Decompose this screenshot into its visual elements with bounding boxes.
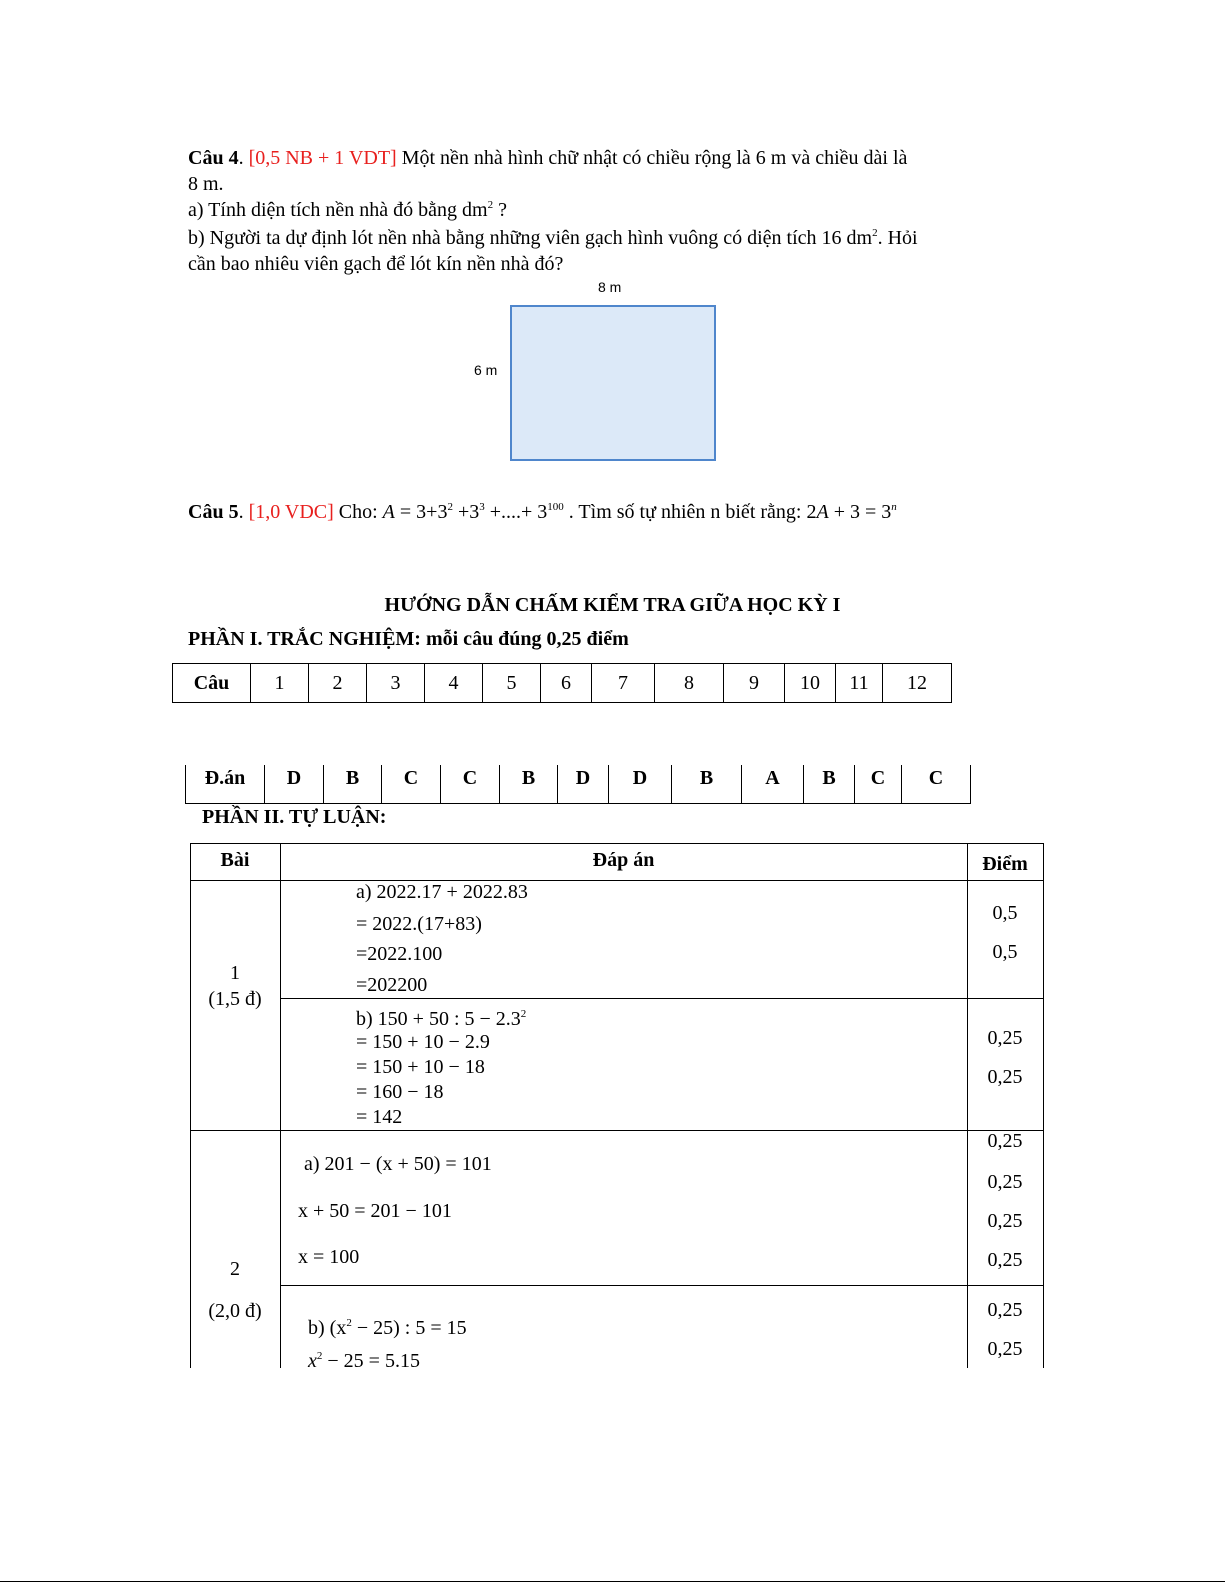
b2a-score: 0,25 <box>987 1130 1023 1152</box>
key-answer: C <box>855 765 902 804</box>
key-num: 9 <box>724 664 785 703</box>
grid-line <box>190 843 1044 844</box>
page-bottom-rule <box>0 1581 1225 1582</box>
grid-line <box>190 843 191 1368</box>
q5-formula-dots: +....+ 3 <box>484 501 548 523</box>
b2a-score: 0,25 <box>987 1171 1023 1193</box>
b2a-score: 0,25 <box>987 1210 1023 1232</box>
key-answer: C <box>902 765 971 804</box>
key-num: 8 <box>655 664 724 703</box>
key-num: 2 <box>309 664 367 703</box>
q4-part-a-end: ? <box>493 199 507 221</box>
key-header-cau: Câu <box>173 664 251 703</box>
q5-exp-3: 3 <box>479 501 485 513</box>
q4-text-2: 8 m. <box>188 173 224 195</box>
q5-label: Câu 5 <box>188 501 239 523</box>
col-header-bai: Bài <box>220 849 250 871</box>
key-header-dapan: Đ.án <box>186 765 265 804</box>
b2b-line-1-sup: 2 <box>346 1317 352 1329</box>
b1b-first-sup: 2 <box>520 1008 527 1020</box>
key-answer: C <box>382 765 441 804</box>
b2a-line: x + 50 = 201 − 101 <box>298 1200 452 1222</box>
b1b-line: = 150 + 10 − 18 <box>356 1056 485 1078</box>
b2b-score: 0,25 <box>987 1338 1023 1360</box>
q5-exp-2: 2 <box>447 501 453 513</box>
key-num: 1 <box>251 664 309 703</box>
b2b-line <box>308 1349 420 1368</box>
key-num: 6 <box>541 664 592 703</box>
part1-heading: PHẦN I. TRẮC NGHIỆM: mỗi câu đúng 0,25 điểm <box>188 628 629 650</box>
col-header-dapan: Đáp án <box>592 849 655 871</box>
b1a-line: =202200 <box>356 974 428 996</box>
q4-tag: [0,5 NB + 1 VDT] <box>248 147 397 169</box>
q4-part-b-2: cần bao nhiêu viên gạch để lót kín nền nhà đó? <box>188 253 564 275</box>
b2b-line-2-text: x <box>308 1350 317 1368</box>
q4-part-a <box>188 198 507 222</box>
b1a-line: = 2022.(17+83) <box>356 913 482 935</box>
bai-1-number: 1 <box>230 962 240 984</box>
q5-eq-exp: n <box>891 501 897 513</box>
key-table-answers <box>185 765 971 804</box>
b1a-line: =2022.100 <box>356 943 443 965</box>
key-table-questions <box>172 663 952 703</box>
key-num: 10 <box>785 664 836 703</box>
key-row-questions <box>173 664 952 703</box>
bai-2-points: (2,0 đ) <box>208 1300 262 1322</box>
key-answer: D <box>609 765 672 804</box>
q4-part-b-text: b) Người ta dự định lót nền nhà bằng những viên gạch hình vuông có diện tích 16 dm <box>188 227 873 249</box>
b1b-line: = 160 − 18 <box>356 1081 444 1103</box>
q5-tag: [1,0 VDC] <box>248 501 334 523</box>
grading-table <box>190 843 1044 1368</box>
key-answer: B <box>804 765 855 804</box>
q4-part-a-text: a) Tính diện tích nền nhà đó bằng dm <box>188 199 488 221</box>
figure-height-label: 6 m <box>474 362 498 378</box>
b1a-score: 0,5 <box>992 941 1018 963</box>
b2a-score: 0,25 <box>987 1249 1023 1271</box>
key-num: 4 <box>425 664 483 703</box>
key-num: 5 <box>483 664 541 703</box>
q5-formula: $A = 3+3^2 +3^3$ +....+ $3^{100}$ <box>382 501 564 523</box>
key-answer: D <box>558 765 609 804</box>
b2a-line: a) 201 − (x + 50) = 101 <box>304 1153 492 1175</box>
q4-part-a-sup: 2 <box>487 199 494 211</box>
q5-exp-100: 100 <box>547 501 564 513</box>
b2b-line <box>308 1316 467 1340</box>
b1b-line: = 142 <box>356 1106 403 1128</box>
q5-line: Câu 5. [1,0 VDC] Cho: $A = 3+3^2 +3^3$ +....+ $3^{100}$ . Tìm số tự nhiên n biết rằng: $2A + 3 = 3^n$ <box>188 501 897 523</box>
grid-line <box>280 1285 1044 1286</box>
key-answer: B <box>324 765 382 804</box>
key-num: 7 <box>592 664 655 703</box>
key-answer: B <box>500 765 558 804</box>
grid-line <box>280 998 1044 999</box>
b1b-score: 0,25 <box>987 1027 1023 1049</box>
b2b-line-1-end: − 25) : 5 = 15 <box>351 1317 467 1339</box>
b2b-score: 0,25 <box>987 1299 1023 1321</box>
bai-2-number: 2 <box>230 1258 240 1280</box>
b1a-line: a) 2022.17 + 2022.83 <box>356 881 528 903</box>
key-row-answers <box>186 765 971 804</box>
figure-width-label: 8 m <box>598 279 622 295</box>
b2a-line: x = 100 <box>298 1246 360 1268</box>
q4-part-b-end: . Hỏi <box>877 227 918 249</box>
bai-1-points: (1,5 đ) <box>208 988 262 1010</box>
grid-line <box>1043 843 1044 1368</box>
grid-line <box>190 880 1044 881</box>
q4-part-b-sup: 2 <box>872 227 878 239</box>
b2b-line-1-text: b) (x <box>308 1317 347 1339</box>
q4-text-1: Một nền nhà hình chữ nhật có chiều rộng là 6 m và chiều dài là <box>396 147 908 169</box>
q5-cho: Cho: <box>333 501 383 523</box>
key-num: 12 <box>883 664 952 703</box>
key-answer: A <box>742 765 804 804</box>
q5-find-text: . Tìm số tự nhiên n biết rằng: <box>563 501 807 523</box>
col-header-diem: Điểm <box>982 853 1028 875</box>
q4-part-b <box>188 226 918 250</box>
key-answer: B <box>672 765 742 804</box>
key-num: 11 <box>836 664 883 703</box>
q4-line-1: Câu 4. [0,5 NB + 1 VDT] Một nền nhà hình chữ nhật có chiều rộng là 6 m và chiều dài là <box>188 147 908 169</box>
part2-heading: PHẦN II. TỰ LUẬN: <box>202 806 387 828</box>
grid-line <box>190 1130 1044 1131</box>
key-answer: D <box>265 765 324 804</box>
guide-title: HƯỚNG DẪN CHẤM KIỂM TRA GIỮA HỌC KỲ I <box>384 594 841 616</box>
key-answer: C <box>441 765 500 804</box>
b1b-line: = 150 + 10 − 2.9 <box>356 1031 490 1053</box>
q5-equation: $2A + 3 = 3^n$ <box>806 501 897 523</box>
grid-line <box>280 843 281 1368</box>
b1a-score: 0,5 <box>992 902 1018 924</box>
b1b-score: 0,25 <box>987 1066 1023 1088</box>
b2b-line-2-end: − 25 = 5.15 <box>322 1350 420 1368</box>
b1b-line-first <box>356 1007 526 1031</box>
b2b-line-2-sup: 2 <box>316 1350 323 1362</box>
b1b-first-text: b) 150 + 50 : 5 − 2.3 <box>356 1008 521 1030</box>
q4-label: Câu 4 <box>188 147 239 169</box>
floor-rectangle <box>510 305 716 461</box>
key-num: 3 <box>367 664 425 703</box>
